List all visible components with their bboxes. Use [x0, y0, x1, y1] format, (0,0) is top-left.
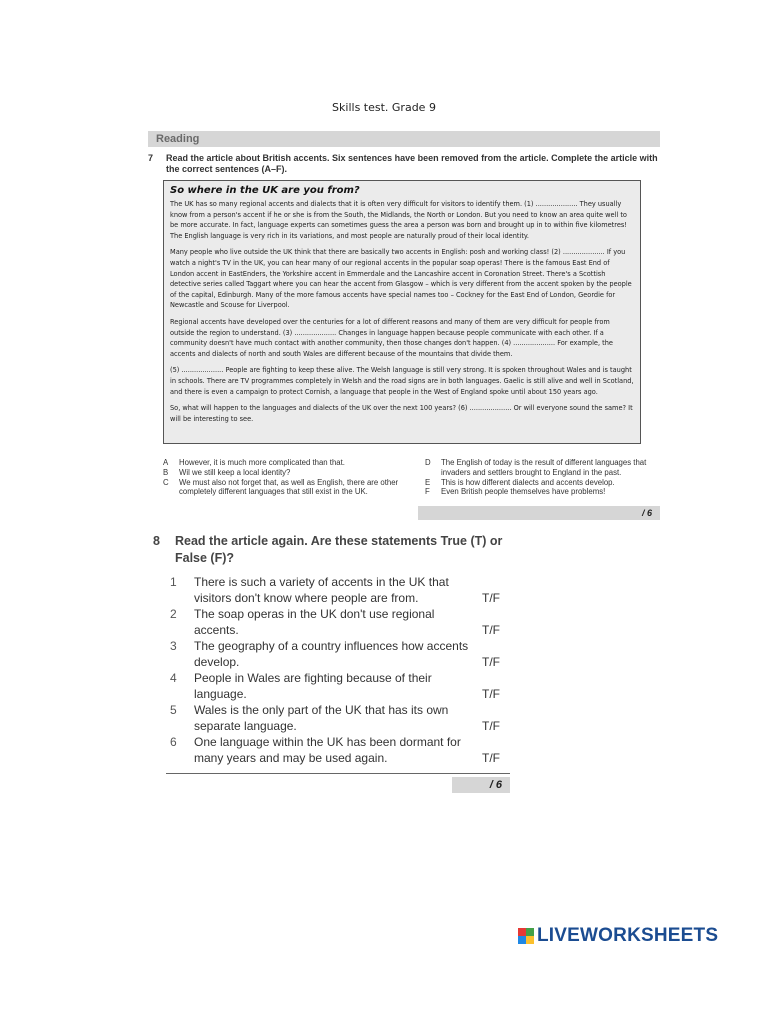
article-paragraph: Regional accents have developed over the centuries for a lot of different reasons and many of them are very difficult for people from outside the region to understand. (3) .................... Changes in language happen because people communicate with each other. If a community doesn't have much contact with another community, then those changes don't happen. (4) .................... For example, the accents and dialects of north and south Wales are different because of the mountains that divide them. [170, 317, 613, 358]
section-header-reading: Reading [148, 131, 660, 147]
question-text: Read the article about British accents. Six sentences have been removed from the article. Complete the article with the correct sentences (A–F). [166, 153, 658, 174]
statements-divider [166, 773, 510, 774]
options-column-right [425, 458, 675, 497]
statement-number: 5 [170, 703, 177, 717]
statement-item [170, 638, 510, 670]
option-text: We must also not forget that, as well as English, there are other completely different languages that still exist in the UK. [179, 477, 399, 497]
statement-item [170, 734, 510, 766]
statement-item [170, 670, 510, 702]
true-false-choice[interactable]: T/F [482, 655, 500, 669]
option-letter: E [425, 477, 431, 487]
brand-footer [518, 925, 718, 947]
option-text: However, it is much more complicated than that. [179, 458, 345, 467]
true-false-choice[interactable]: T/F [482, 623, 500, 637]
statement-number: 3 [170, 639, 177, 653]
statement-number: 4 [170, 671, 177, 685]
article-box [163, 180, 641, 444]
option-text: Wil we still keep a local identity? [179, 467, 291, 477]
statement-text: The geography of a country influences how accents develop. [194, 639, 469, 669]
article-title: So where in the UK are you from? [170, 185, 360, 196]
statement-number: 2 [170, 607, 177, 621]
option-letter: F [425, 487, 430, 497]
option-text: This is how different dialects and accents develop. [441, 477, 615, 487]
question-number: 8 [153, 534, 160, 548]
option-item [425, 458, 675, 478]
question-7-instruction [148, 153, 660, 175]
brand-name: LIVEWORKSHEETS [537, 925, 719, 946]
statement-text: There is such a variety of accents in the UK that visitors don't know where people are from. [194, 575, 449, 605]
statement-item [170, 574, 510, 606]
statement-list [170, 574, 510, 766]
question-text: Read the article again. Are these statements True (T) or False (F)? [175, 534, 503, 565]
option-text: The English of today is the result of different languages that invaders and settlers brought to England in the past. [441, 458, 647, 477]
statement-number: 6 [170, 735, 177, 749]
option-text: Even British people themselves have problems! [441, 487, 606, 497]
option-item [163, 458, 413, 468]
option-letter: D [425, 458, 431, 467]
option-item [163, 468, 413, 478]
option-item [163, 478, 413, 498]
statement-text: The soap operas in the UK don't use regional accents. [194, 607, 435, 637]
document-title: Skills test. Grade 9 [332, 101, 436, 114]
option-letter: B [163, 467, 169, 477]
question-8-instruction [153, 533, 533, 567]
options-column-left [163, 458, 413, 497]
option-letter: A [163, 458, 169, 467]
article-paragraph: So, what will happen to the languages and dialects of the UK over the next 100 years? (6) .................... Or will everyone sound the same? It will be interesting to see. [170, 404, 633, 423]
statement-item [170, 702, 510, 734]
statement-number: 1 [170, 575, 177, 589]
option-item [425, 487, 675, 497]
article-paragraph: (5) .................... People are fighting to keep these alive. The Welsh language is still very strong. It is spoken throughout Wales and is taught in schools. There are TV programmes completely in Welsh and the road signs are in both languages. Gaelic is still alive and well in Scotland, and there is even a campaign to protect Cornish, a language that people in the West of England spoke until about 150 years ago. [170, 366, 634, 396]
true-false-choice[interactable]: T/F [482, 687, 500, 701]
score-box-q7: / 6 [418, 506, 660, 520]
statement-text: One language within the UK has been dormant for many years and may be used again. [194, 735, 461, 765]
option-letter: C [163, 477, 169, 487]
score-box-q8: / 6 [452, 777, 510, 793]
article-paragraph: The UK has so many regional accents and dialects that it is often very difficult for visitors to identify them. (1) .................... They usually know from a person's accent if he or she is from the South, the Midlands, the North or London. But you need to know an area quite well to be more accurate. In fact, language experts can sometimes guess the area a person was born and brought up in to within five kilometres! The English language is very rich in its variations, and most people are naturally proud of their local identity. [170, 200, 627, 240]
statement-text: Wales is the only part of the UK that has its own separate language. [194, 703, 449, 733]
article-paragraph: Many people who live outside the UK think that there are basically two accents in English: posh and working class! (2) .................... If you watch a night's TV in the UK, you can hear many of our regional accents in the popular soap operas! There is the famous East End of London accent in EastEnders, the Yorkshire accent in Emmerdale and the Lancashire accent in Coronation Street. There's a Scottish detective series called Taggart where you can hear the accent from Glasgow – which is very different from the accent spoken by the people of the capital, Edinburgh. Many of the more famous accents have special names too – Cockney for the East End of London, Geordie for Newcastle and Scouse for Liverpool. [170, 248, 632, 310]
true-false-choice[interactable]: T/F [482, 719, 500, 733]
option-item [425, 478, 675, 488]
true-false-choice[interactable]: T/F [482, 591, 500, 605]
statement-item [170, 606, 510, 638]
liveworksheets-logo-icon [518, 928, 534, 944]
statement-text: People in Wales are fighting because of their language. [194, 671, 432, 701]
true-false-choice[interactable]: T/F [482, 751, 500, 765]
question-number: 7 [148, 153, 154, 163]
